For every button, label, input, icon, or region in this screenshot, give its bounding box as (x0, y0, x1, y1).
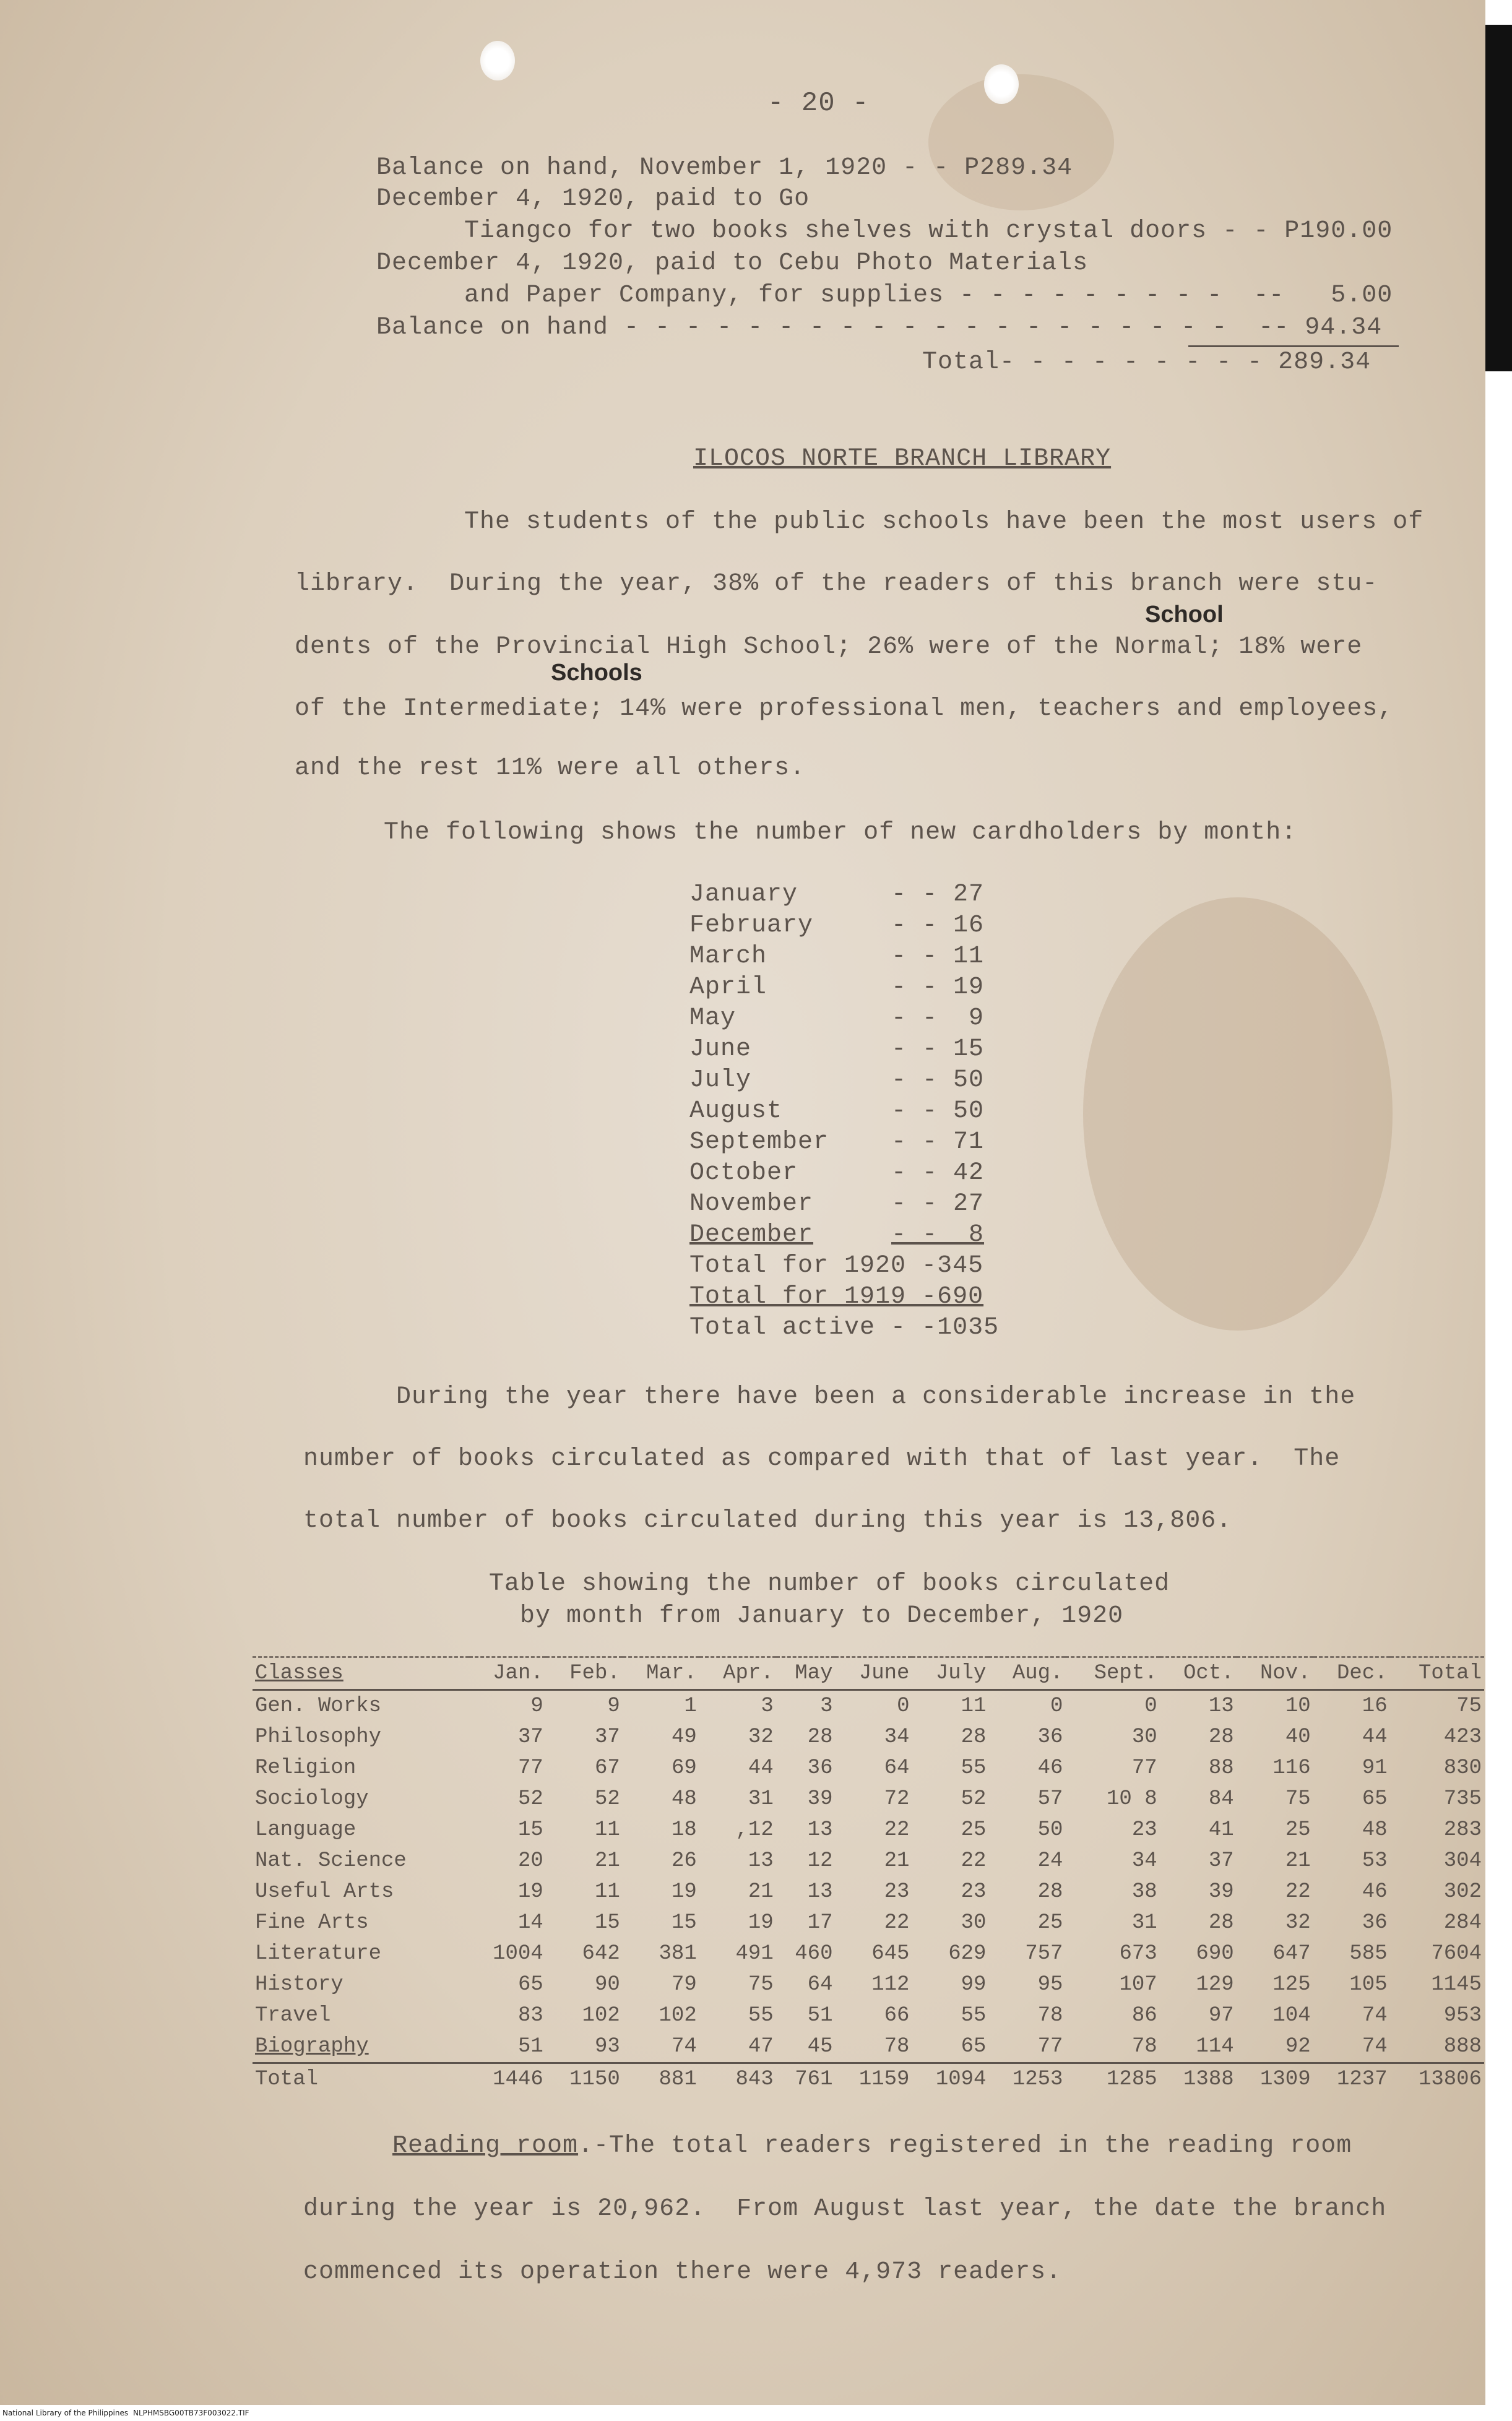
month-label: November (689, 1190, 814, 1218)
count-cell: 460 (795, 1942, 833, 1966)
paragraph-line: during the year is 20,962. From August last year, the date the branch (303, 2195, 1387, 2223)
count-cell: 20 (517, 1849, 543, 1873)
count-cell: 11 (594, 1880, 620, 1904)
count-cell: 25 (1285, 1818, 1311, 1842)
month-count: - - 27 (891, 1190, 985, 1218)
count-cell: 74 (1362, 2004, 1388, 2027)
count-cell: 30 (961, 1911, 987, 1935)
month-count: - - 11 (891, 943, 985, 970)
count-cell: 78 (1131, 2035, 1157, 2058)
scan-edge (1485, 0, 1512, 2421)
count-cell: 84 (1208, 1787, 1234, 1811)
count-cell: 12 (807, 1849, 833, 1873)
total-cell: 1159 (835, 2063, 912, 2095)
count-cell: 64 (807, 1973, 833, 1996)
column-header: Dec. (1313, 1657, 1390, 1690)
table-row (253, 2031, 1484, 2063)
count-cell: 0 (1050, 1694, 1063, 1718)
month-label: January (689, 881, 798, 908)
count-cell: 38 (1131, 1880, 1157, 1904)
count-cell: 10 8 (1107, 1787, 1157, 1811)
month-label: April (689, 973, 767, 1001)
count-cell: 757 (1025, 1942, 1063, 1966)
count-cell: 52 (594, 1787, 620, 1811)
count-cell: 629 (948, 1942, 987, 1966)
count-cell: 28 (1208, 1725, 1234, 1749)
month-label: December (689, 1221, 814, 1249)
count-cell: 91 (1362, 1756, 1388, 1780)
paragraph-line: The students of the public schools have been the most users of (464, 508, 1424, 536)
count-cell: 34 (884, 1725, 910, 1749)
count-cell: 114 (1196, 2035, 1234, 2058)
count-cell: 52 (961, 1787, 987, 1811)
count-cell: 39 (1208, 1880, 1234, 1904)
paragraph-line: number of books circulated as compared with that of last year. The (303, 1445, 1341, 1473)
count-cell: 491 (735, 1942, 774, 1966)
count-cell: 15 (671, 1911, 697, 1935)
count-cell: 0 (1144, 1694, 1157, 1718)
column-header: July (912, 1657, 988, 1690)
count-cell: 11 (961, 1694, 987, 1718)
total-cell: 1285 (1065, 2063, 1159, 2095)
column-header: Classes (253, 1657, 469, 1690)
count-cell: 74 (671, 2035, 697, 2058)
count-cell: 31 (1131, 1911, 1157, 1935)
count-cell: 78 (884, 2035, 910, 2058)
month-label: May (689, 1004, 737, 1032)
count-cell: 10 (1285, 1694, 1311, 1718)
count-cell: 36 (1037, 1725, 1063, 1749)
cardholder-total: Total for 1919 -690 (689, 1283, 984, 1311)
ledger-line: Balance on hand, November 1, 1920 - - P289.34 (376, 154, 1073, 182)
punch-hole (984, 64, 1019, 104)
total-cell: 1094 (912, 2063, 988, 2095)
count-cell: 66 (884, 2004, 910, 2027)
count-cell: 7604 (1431, 1942, 1482, 1966)
count-cell: 102 (582, 2004, 620, 2027)
count-cell: 31 (748, 1787, 774, 1811)
column-header: Nov. (1237, 1657, 1313, 1690)
count-cell: 52 (517, 1787, 543, 1811)
count-cell: 25 (1037, 1911, 1063, 1935)
count-cell: 72 (884, 1787, 910, 1811)
count-cell: 1145 (1431, 1973, 1482, 1996)
count-cell: 9 (530, 1694, 543, 1718)
count-cell: 64 (884, 1756, 910, 1780)
column-header: Total (1390, 1657, 1484, 1690)
reading-room-line (392, 2131, 1352, 2161)
count-cell: 65 (1362, 1787, 1388, 1811)
ledger-line: and Paper Company, for supplies - - - - - - - - - -- 5.00 (464, 282, 1393, 309)
count-cell: 45 (807, 2035, 833, 2058)
count-cell: 642 (582, 1942, 620, 1966)
scan-edge-bar (1485, 25, 1512, 371)
count-cell: 953 (1443, 2004, 1482, 2027)
table-row (253, 1722, 1484, 1753)
count-cell: 55 (748, 2004, 774, 2027)
count-cell: 75 (748, 1973, 774, 1996)
paragraph-line: total number of books circulated during this year is 13,806. (303, 1507, 1232, 1535)
count-cell: 116 (1272, 1756, 1311, 1780)
table-total-row (253, 2063, 1484, 2095)
count-cell: 53 (1362, 1849, 1388, 1873)
count-cell: 690 (1196, 1942, 1234, 1966)
count-cell: 11 (594, 1818, 620, 1842)
class-name-cell: Language (255, 1818, 356, 1842)
table-row (253, 1753, 1484, 1784)
count-cell: 32 (748, 1725, 774, 1749)
ledger-line: Balance on hand - - - - - - - - - - - - - - - - - - - - -- 94.34 (376, 314, 1383, 342)
count-cell: 78 (1037, 2004, 1063, 2027)
table-row (253, 1845, 1484, 1876)
column-header: June (835, 1657, 912, 1690)
inserted-word: Schools (551, 660, 642, 686)
count-cell: 75 (1456, 1694, 1482, 1718)
table-row (253, 1815, 1484, 1845)
table-row (253, 1690, 1484, 1722)
footer-file-id: NLPHMSBG00TB73F003022.TIF (132, 2409, 249, 2417)
count-cell: 107 (1119, 1973, 1157, 1996)
count-cell: 21 (748, 1880, 774, 1904)
inserted-word: School (1145, 602, 1224, 628)
total-cell: 881 (623, 2063, 699, 2095)
month-count: - - 50 (891, 1066, 985, 1094)
count-cell: 21 (1285, 1849, 1311, 1873)
class-name-cell: Biography (255, 2035, 369, 2058)
count-cell: 51 (807, 2004, 833, 2027)
count-cell: 90 (594, 1973, 620, 1996)
section-title: ILOCOS NORTE BRANCH LIBRARY (693, 445, 1112, 473)
count-cell: 14 (517, 1911, 543, 1935)
count-cell: 36 (1362, 1911, 1388, 1935)
count-cell: 585 (1349, 1942, 1388, 1966)
month-count: - - 71 (891, 1128, 985, 1156)
count-cell: 18 (671, 1818, 697, 1842)
count-cell: 3 (820, 1694, 833, 1718)
count-cell: 888 (1443, 2035, 1482, 2058)
column-header: Sept. (1065, 1657, 1159, 1690)
cardholder-total: Total active - -1035 (689, 1314, 1000, 1342)
count-cell: 36 (807, 1756, 833, 1780)
count-cell: 112 (871, 1973, 910, 1996)
total-cell: 761 (776, 2063, 836, 2095)
table-caption: by month from January to December, 1920 (520, 1602, 1124, 1630)
class-name-cell: Sociology (255, 1787, 369, 1811)
class-name-cell: Gen. Works (255, 1694, 382, 1718)
count-cell: 41 (1208, 1818, 1234, 1842)
count-cell: 28 (807, 1725, 833, 1749)
ledger-line: Tiangco for two books shelves with crystal doors - - P190.00 (464, 217, 1393, 245)
circulation-table (253, 1656, 1484, 2095)
paper-stain (928, 74, 1114, 210)
total-cell: 1150 (546, 2063, 623, 2095)
count-cell: ,12 (735, 1818, 774, 1842)
count-cell: 65 (961, 2035, 987, 2058)
count-cell: 37 (517, 1725, 543, 1749)
count-cell: 69 (671, 1756, 697, 1780)
total-cell: 1388 (1160, 2063, 1237, 2095)
total-cell: 1309 (1237, 2063, 1313, 2095)
month-count: - - 8 (891, 1221, 985, 1249)
count-cell: 48 (1362, 1818, 1388, 1842)
count-cell: 48 (671, 1787, 697, 1811)
count-cell: 23 (961, 1880, 987, 1904)
column-header: Feb. (546, 1657, 623, 1690)
count-cell: 37 (1208, 1849, 1234, 1873)
footer-institution: National Library of the Philippines (2, 2409, 129, 2417)
month-label: September (689, 1128, 829, 1156)
count-cell: 97 (1208, 2004, 1234, 2027)
count-cell: 125 (1272, 1973, 1311, 1996)
paper-stain (1083, 897, 1393, 1331)
count-cell: 67 (594, 1756, 620, 1780)
count-cell: 645 (871, 1942, 910, 1966)
count-cell: 46 (1037, 1756, 1063, 1780)
count-cell: 77 (1131, 1756, 1157, 1780)
class-name-cell: History (255, 1973, 343, 1996)
class-name-cell: Religion (255, 1756, 356, 1780)
month-count: - - 16 (891, 912, 985, 939)
count-cell: 23 (1131, 1818, 1157, 1842)
month-label: July (689, 1066, 752, 1094)
count-cell: 0 (897, 1694, 910, 1718)
count-cell: 28 (1037, 1880, 1063, 1904)
count-cell: 55 (961, 2004, 987, 2027)
paragraph-line: commenced its operation there were 4,973 readers. (303, 2258, 1062, 2286)
count-cell: 19 (748, 1911, 774, 1935)
month-label: February (689, 912, 814, 939)
count-cell: 19 (671, 1880, 697, 1904)
count-cell: 51 (517, 2035, 543, 2058)
month-label: August (689, 1097, 783, 1125)
count-cell: 40 (1285, 1725, 1311, 1749)
paragraph-line: dents of the Provincial High School; 26% were of the Normal; 18% were (295, 633, 1363, 661)
count-cell: 13 (1208, 1694, 1234, 1718)
ledger-total: Total- - - - - - - - - 289.34 (922, 348, 1372, 376)
count-cell: 22 (884, 1818, 910, 1842)
column-header: Apr. (699, 1657, 776, 1690)
count-cell: 95 (1037, 1973, 1063, 1996)
reading-room-heading: Reading room (392, 2132, 579, 2160)
table-caption: Table showing the number of books circulated (489, 1570, 1170, 1598)
count-cell: 26 (671, 1849, 697, 1873)
count-cell: 22 (1285, 1880, 1311, 1904)
count-cell: 19 (517, 1880, 543, 1904)
column-header: Aug. (988, 1657, 1065, 1690)
count-cell: 75 (1285, 1787, 1311, 1811)
cardholders-intro: The following shows the number of new cardholders by month: (384, 819, 1297, 847)
paragraph-line: library. During the year, 38% of the readers of this branch were stu- (295, 570, 1378, 598)
count-cell: 129 (1196, 1973, 1234, 1996)
count-cell: 22 (884, 1911, 910, 1935)
count-cell: 104 (1272, 2004, 1311, 2027)
count-cell: 79 (671, 1973, 697, 1996)
count-cell: 830 (1443, 1756, 1482, 1780)
count-cell: 86 (1131, 2004, 1157, 2027)
column-header: Oct. (1160, 1657, 1237, 1690)
ledger-rule (1188, 345, 1399, 347)
table-row (253, 1938, 1484, 1969)
table-body (253, 1690, 1484, 2095)
count-cell: 92 (1285, 2035, 1311, 2058)
table-row (253, 1876, 1484, 1907)
total-label-cell: Total (253, 2063, 469, 2095)
table-row (253, 1969, 1484, 2000)
count-cell: 28 (1208, 1911, 1234, 1935)
count-cell: 77 (517, 1756, 543, 1780)
count-cell: 673 (1119, 1942, 1157, 1966)
count-cell: 423 (1443, 1725, 1482, 1749)
table-row (253, 2000, 1484, 2031)
total-cell: 1237 (1313, 2063, 1390, 2095)
count-cell: 28 (961, 1725, 987, 1749)
count-cell: 50 (1037, 1818, 1063, 1842)
count-cell: 647 (1272, 1942, 1311, 1966)
month-count: - - 50 (891, 1097, 985, 1125)
paragraph-line: of the Intermediate; 14% were professional men, teachers and employees, (295, 695, 1394, 723)
count-cell: 16 (1362, 1694, 1388, 1718)
punch-hole (480, 41, 515, 80)
count-cell: 55 (961, 1756, 987, 1780)
total-cell: 1253 (988, 2063, 1065, 2095)
count-cell: 65 (517, 1973, 543, 1996)
class-name-cell: Fine Arts (255, 1911, 369, 1935)
column-header: May (776, 1657, 836, 1690)
class-name-cell: Nat. Science (255, 1849, 407, 1873)
table-header-row (253, 1657, 1484, 1690)
column-header: Jan. (469, 1657, 546, 1690)
total-cell: 843 (699, 2063, 776, 2095)
month-label: March (689, 943, 767, 970)
table-row (253, 1907, 1484, 1938)
count-cell: 9 (607, 1694, 620, 1718)
count-cell: 77 (1037, 2035, 1063, 2058)
count-cell: 24 (1037, 1849, 1063, 1873)
count-cell: 74 (1362, 2035, 1388, 2058)
month-count: - - 42 (891, 1159, 985, 1187)
count-cell: 735 (1443, 1787, 1482, 1811)
month-label: October (689, 1159, 798, 1187)
paragraph-line: During the year there have been a considerable increase in the (396, 1383, 1356, 1411)
count-cell: 83 (517, 2004, 543, 2027)
class-name-cell: Useful Arts (255, 1880, 394, 1904)
page-number: - 20 - (767, 88, 870, 119)
count-cell: 1004 (493, 1942, 543, 1966)
count-cell: 1 (684, 1694, 697, 1718)
count-cell: 93 (594, 2035, 620, 2058)
count-cell: 283 (1443, 1818, 1482, 1842)
class-name-cell: Literature (255, 1942, 382, 1966)
count-cell: 30 (1131, 1725, 1157, 1749)
month-label: June (689, 1035, 752, 1063)
count-cell: 44 (1362, 1725, 1388, 1749)
month-count: - - 19 (891, 973, 985, 1001)
count-cell: 88 (1208, 1756, 1234, 1780)
table-row (253, 1784, 1484, 1815)
count-cell: 17 (807, 1911, 833, 1935)
ledger-line: December 4, 1920, paid to Go (376, 185, 810, 213)
count-cell: 105 (1349, 1973, 1388, 1996)
count-cell: 37 (594, 1725, 620, 1749)
cardholder-total: Total for 1920 -345 (689, 1252, 984, 1280)
reading-room-text: .-The total readers registered in the reading room (578, 2132, 1352, 2160)
count-cell: 22 (961, 1849, 987, 1873)
count-cell: 99 (961, 1973, 987, 1996)
count-cell: 57 (1037, 1787, 1063, 1811)
total-cell: 13806 (1390, 2063, 1484, 2095)
scan-footer (0, 2405, 1512, 2421)
class-name-cell: Philosophy (255, 1725, 382, 1749)
count-cell: 102 (659, 2004, 697, 2027)
count-cell: 39 (807, 1787, 833, 1811)
count-cell: 47 (748, 2035, 774, 2058)
count-cell: 32 (1285, 1911, 1311, 1935)
count-cell: 3 (761, 1694, 774, 1718)
count-cell: 15 (517, 1818, 543, 1842)
count-cell: 13 (807, 1818, 833, 1842)
count-cell: 13 (748, 1849, 774, 1873)
class-name-cell: Travel (255, 2004, 331, 2027)
count-cell: 34 (1131, 1849, 1157, 1873)
count-cell: 302 (1443, 1880, 1482, 1904)
count-cell: 44 (748, 1756, 774, 1780)
ledger-line: December 4, 1920, paid to Cebu Photo Materials (376, 249, 1089, 277)
count-cell: 21 (594, 1849, 620, 1873)
total-cell: 1446 (469, 2063, 546, 2095)
count-cell: 13 (807, 1880, 833, 1904)
count-cell: 381 (659, 1942, 697, 1966)
month-count: - - 27 (891, 881, 985, 908)
month-count: - - 9 (891, 1004, 985, 1032)
count-cell: 25 (961, 1818, 987, 1842)
count-cell: 15 (594, 1911, 620, 1935)
count-cell: 46 (1362, 1880, 1388, 1904)
month-count: - - 15 (891, 1035, 985, 1063)
column-header: Mar. (623, 1657, 699, 1690)
count-cell: 284 (1443, 1911, 1482, 1935)
paragraph-line: and the rest 11% were all others. (295, 754, 806, 782)
count-cell: 49 (671, 1725, 697, 1749)
count-cell: 304 (1443, 1849, 1482, 1873)
count-cell: 21 (884, 1849, 910, 1873)
count-cell: 23 (884, 1880, 910, 1904)
